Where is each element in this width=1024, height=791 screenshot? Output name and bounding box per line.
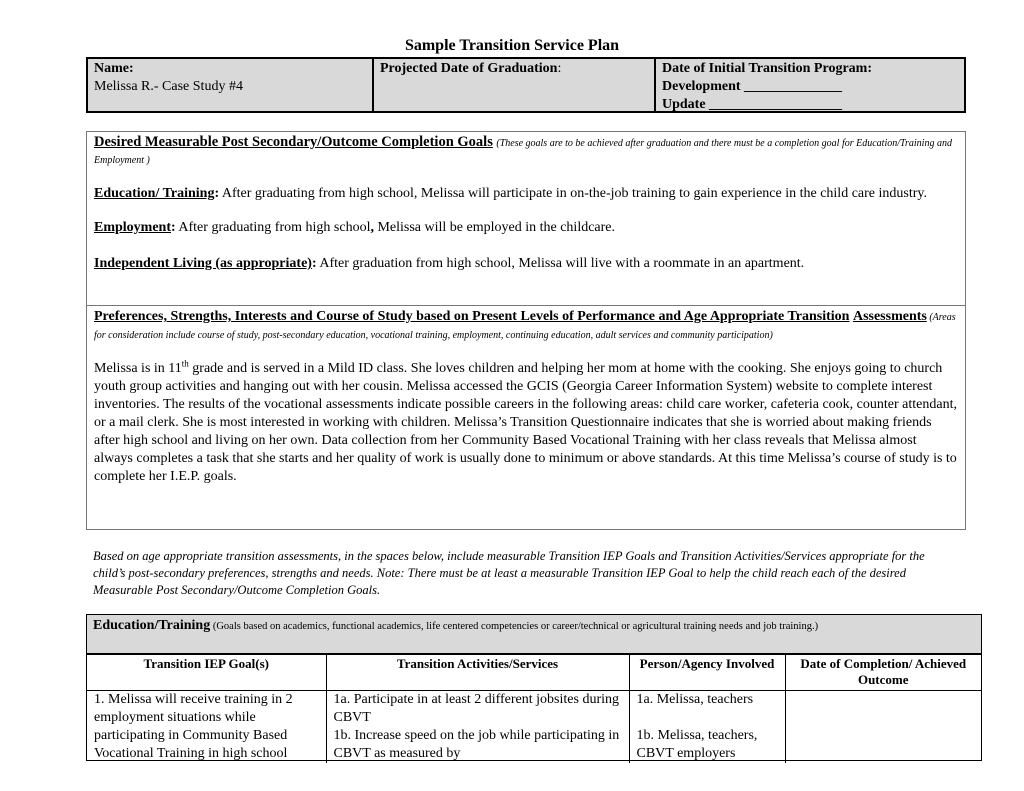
prefs-body-sup: th xyxy=(181,358,189,369)
employment-goal xyxy=(94,219,958,236)
employment-goal-comma: , xyxy=(370,220,374,235)
prefs-body-a: Melissa is in 11 xyxy=(94,361,182,376)
person-1a: 1a. Melissa, teachers xyxy=(636,692,754,707)
student-info-header xyxy=(86,57,966,113)
independent-living-label: Independent Living (as appropriate) xyxy=(94,256,312,271)
activities-cell xyxy=(326,691,629,764)
education-training-note: (Goals based on academics, functional academics, life centered competencies or career/technical or agricultural training needs and job training.) xyxy=(210,621,819,632)
education-goal-label: Education/ Training xyxy=(94,186,215,201)
education-goal xyxy=(94,185,958,202)
independent-living-text: After graduation from high school, Melissa will live with a roommate in an apartment. xyxy=(316,256,805,271)
employment-goal-text-a: After graduating from high school xyxy=(175,220,371,235)
goals-heading: Desired Measurable Post Secondary/Outcome Completion Goals xyxy=(94,134,493,150)
prefs-body-b: grade and is served in a Mild ID class. She loves children and helping her mom at home with the cooking. She enjoys going to church youth group activities and hanging out with her cousin. Melissa accessed the GCIS (Georgia Career Information System) website to complete interest inventories. The results of the vocational assessments indicate possible careers in the following areas: child care worker, cafeteria cook, counter attendant, or a mail clerk. She is most interested in working with children. Melissa’s Transition Questionnaire indicates that she is worried about making friends after high school and living on her own. Data collection from her Community Based Vocational Training with her class reveals that Melissa almost always completes a task that she starts and her quality of work is usually done to minimum or above standards. At this time Melissa’s course of study is to complete her I.E.P. goals. xyxy=(94,361,957,484)
education-training-title: Education/Training xyxy=(93,618,211,633)
activity-1b: 1b. Increase speed on the job while participating in CBVT as measured by xyxy=(333,728,620,761)
instructions-text: Based on age appropriate transition assessments, in the spaces below, include measurable Transition IEP Goals and Transition Activities/Services appropriate for the child’s post-secondary preferences, strengths and needs. Note: There must be at least a measurable Transition IEP Goal to help the child reach each of the desired Measurable Post Secondary/Outcome Completion Goals. xyxy=(93,549,925,597)
activity-1a: 1a. Participate in at least 2 different jobsites during CBVT xyxy=(333,692,619,725)
goals-note: (These goals are to be achieved after graduation and there must be a completion goal for Education/Training and Employment ) xyxy=(94,138,952,166)
name-label: Name: xyxy=(94,61,134,76)
completion-cell[interactable] xyxy=(785,691,981,764)
name-value: Melissa R.- Case Study #4 xyxy=(94,79,243,94)
employment-goal-colon: : xyxy=(171,220,176,235)
name-cell xyxy=(88,59,372,111)
column-header-goals: Transition IEP Goal(s) xyxy=(87,655,326,691)
preferences-strengths-section xyxy=(86,305,966,530)
prefs-heading-a: Preferences, Strengths, Interests and Course of Study based on Present Levels of Performance and Age Appropriate Transition xyxy=(94,309,850,324)
person-1b: 1b. Melissa, teachers, CBVT employers xyxy=(636,728,758,761)
graduation-label: Projected Date of Graduation xyxy=(380,61,558,76)
employment-goal-text-b: Melissa will be employed in the childcare. xyxy=(373,220,616,235)
graduation-colon: : xyxy=(557,61,562,76)
education-training-table-section xyxy=(86,614,982,761)
person-cell xyxy=(629,691,785,764)
development-line: Development ______________ xyxy=(662,79,843,94)
independent-living-goal xyxy=(94,255,958,272)
education-goal-colon: : xyxy=(214,186,220,201)
employment-goal-label: Employment xyxy=(94,220,171,235)
goal-cell: 1. Melissa will receive training in 2 employment situations while participating in Community Based Vocational Training in high school xyxy=(87,691,326,764)
independent-living-colon: : xyxy=(311,256,317,271)
transition-goals-table xyxy=(87,655,981,763)
graduation-cell xyxy=(372,59,654,111)
prefs-heading-b: Assessments xyxy=(852,309,927,324)
initial-transition-label: Date of Initial Transition Program: xyxy=(662,61,872,76)
prefs-body xyxy=(94,360,958,486)
table-row xyxy=(87,691,981,764)
document-title: Sample Transition Service Plan xyxy=(404,37,620,54)
initial-transition-cell xyxy=(654,59,964,111)
column-header-completion: Date of Completion/ Achieved Outcome xyxy=(785,655,981,691)
education-goal-text: After graduating from high school, Melissa will participate in on-the-job training to gain experience in the child care industry. xyxy=(219,186,927,201)
column-header-person: Person/Agency Involved xyxy=(629,655,785,691)
prefs-note: (Areas for consideration include course of study, post-secondary education, vocational training, employment, continuing education, adult services and community participation) xyxy=(94,312,956,341)
post-secondary-goals-section xyxy=(86,131,966,306)
update-line: Update ___________________ xyxy=(662,97,843,112)
education-training-heading xyxy=(87,615,981,655)
table-header-row xyxy=(87,655,981,691)
column-header-activities: Transition Activities/Services xyxy=(326,655,629,691)
